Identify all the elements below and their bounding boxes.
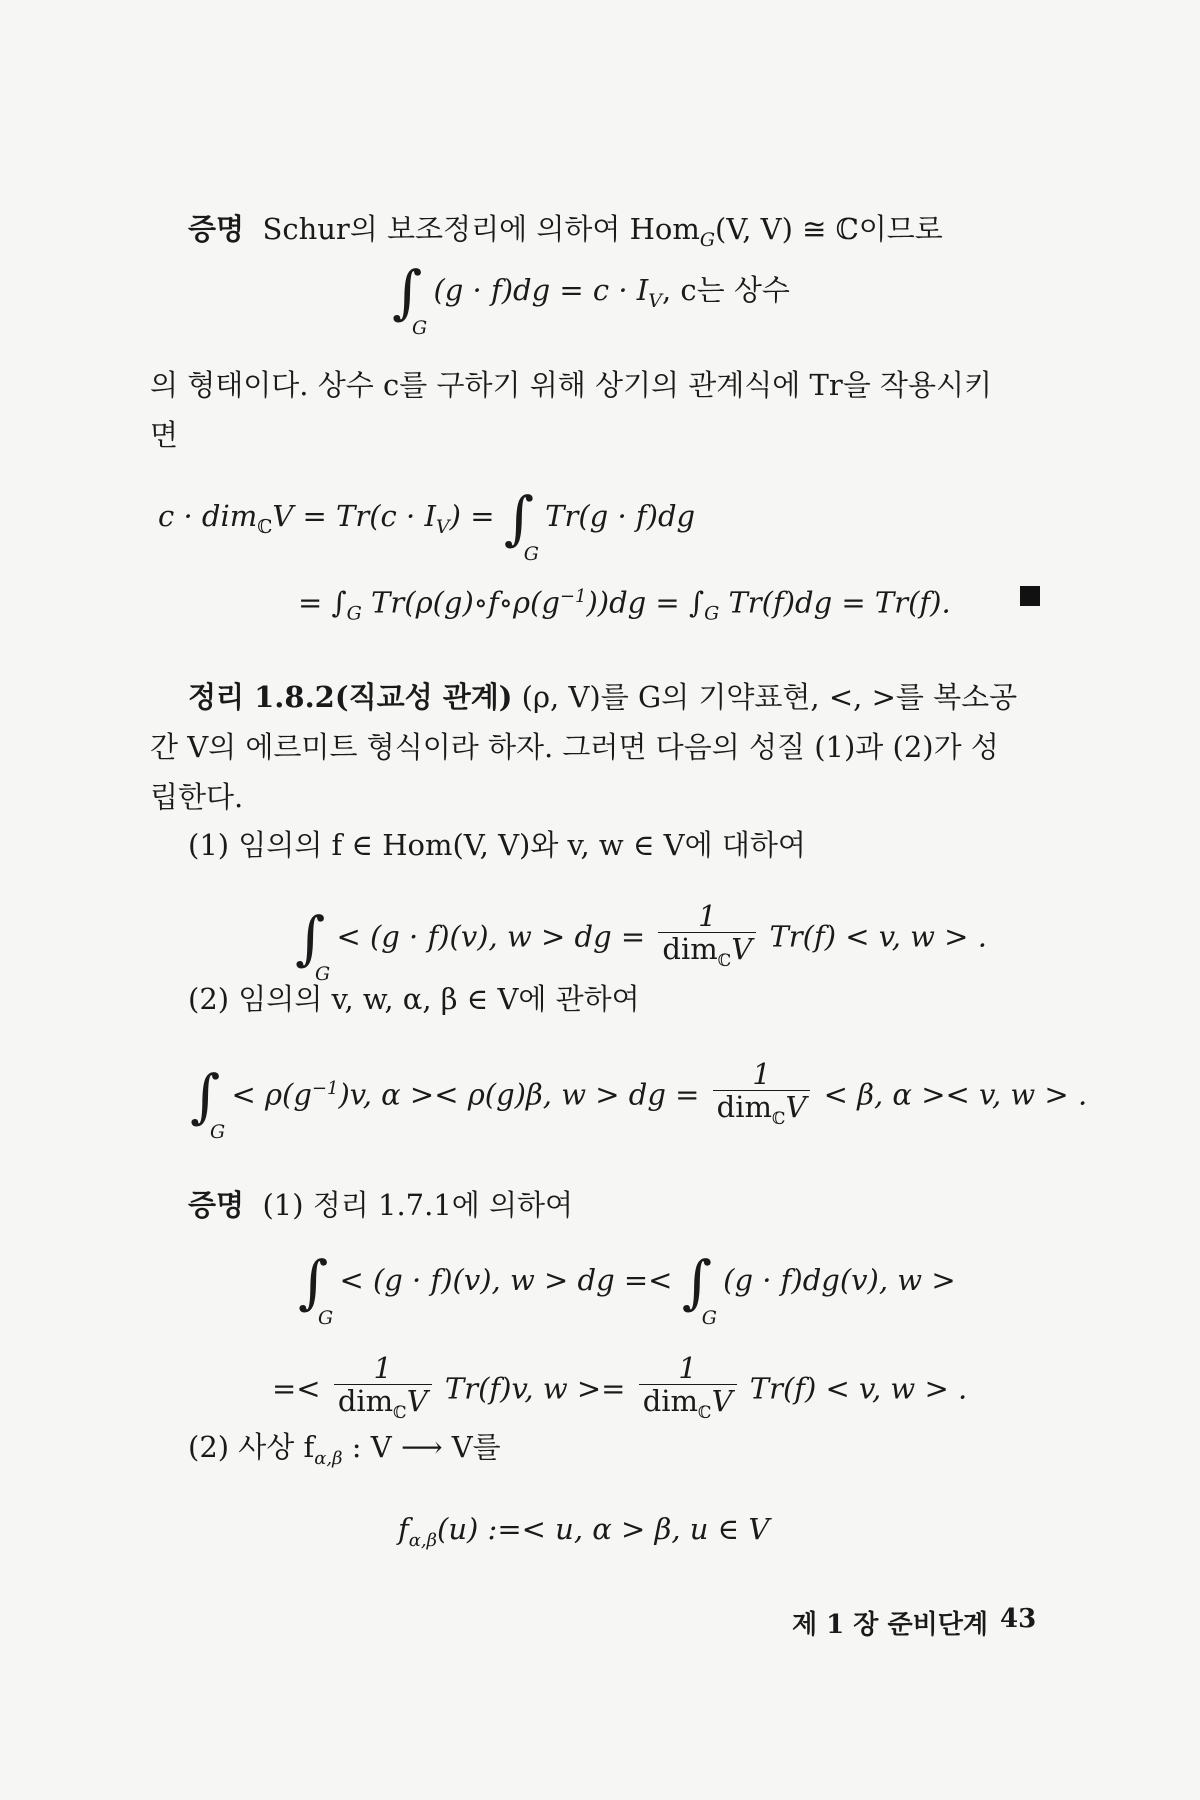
integral-sign: ∫ G [681, 1248, 717, 1329]
proof2-text: (1) 정리 1.7.1에 의하여 [262, 1188, 574, 1222]
theorem-label: 정리 1.8.2(직교성 관계) [188, 680, 513, 714]
equation-2: $c \cdot dim_ℂV = Tr(c \cdot I_V)$ = ∫ G Tr(g · f)dg [158, 484, 696, 565]
equation-4: ∫ G < (g · f)(v), w > dg = $\frac{1}{dim_ℂV}$ Tr(f) < v, w > . [295, 899, 987, 986]
proof1-line [188, 212, 943, 257]
paragraph-line: 의 형태이다. 상수 c를 구하기 위해 상기의 관계식에 Tr을 작용시키 [150, 368, 992, 402]
paragraph-line: 면 [150, 418, 179, 452]
integral-sign: ∫ G [503, 484, 539, 565]
equation-6: ∫ G < (g · f)(v), w > dg =< ∫ G (g · f)dg(v), w > [298, 1248, 956, 1329]
integral-sign: ∫ G [392, 258, 428, 339]
equation-8: $f_{\alpha,\beta}(u)$ :=< u, α > β, u ∈ V [398, 1512, 770, 1551]
fraction: $\frac{1}{dim_ℂV}$ [658, 900, 756, 977]
proof2-line [188, 1188, 573, 1222]
integral-sign: ∫ G [190, 1062, 226, 1144]
integral-sign: ∫ G [295, 904, 331, 986]
equation-1: ∫ G $(g \cdot f)dg = c \cdot I_V$, c는 상수 [392, 258, 790, 339]
qed-square-icon [1020, 586, 1040, 606]
proof1-text: Schur의 보조정리에 의하여 Hom$_G$(V, V) ≅ ℂ이므로 [262, 212, 943, 251]
running-footer-chapter: 제 1 장 준비단계 [792, 1610, 988, 1640]
fraction: $\frac{1}{dim_ℂV}$ [334, 1352, 432, 1429]
proof-label: 증명 [188, 212, 245, 246]
fraction: $\frac{1}{dim_ℂV}$ [639, 1352, 737, 1429]
item-3: (2) 사상 $f_{\alpha,\beta}$ : V ⟶ V를 [188, 1430, 501, 1469]
item-1: (1) 임의의 f ∈ Hom(V, V)와 v, w ∈ V에 대하여 [188, 828, 806, 862]
equation-7: =< $\frac{1}{dim_ℂV}$ Tr(f)v, w >= $\frac{1}{dim_ℂV}$ Tr(f) < v, w > . [272, 1352, 967, 1429]
equation-3: = $\int_G$ $Tr(\rho(g)\circ f\circ\rho(g^{-1}))dg = \int_G$ Tr(f)dg = Tr(f). [298, 585, 951, 625]
integral-sign: ∫ G [298, 1248, 334, 1329]
theorem-line: 간 V의 에르미트 형식이라 하자. 그러면 다음의 성질 (1)과 (2)가 성 [150, 730, 999, 764]
theorem-line: 정리 1.8.2(직교성 관계) (ρ, V)를 G의 기약표현, <, >를 복소공 [188, 680, 1018, 714]
item-2: (2) 임의의 v, w, α, β ∈ V에 관하여 [188, 982, 640, 1016]
proof-label: 증명 [188, 1188, 245, 1222]
fraction: $\frac{1}{dim_ℂV}$ [713, 1058, 811, 1135]
equation-5: ∫ G < $\rho(g^{-1})v$, α >< ρ(g)β, w > dg = $\frac{1}{dim_ℂV}$ < β, α >< v, w > . [190, 1057, 1088, 1144]
theorem-line: 립한다. [150, 780, 244, 814]
page-number: 43 [1000, 1604, 1037, 1634]
